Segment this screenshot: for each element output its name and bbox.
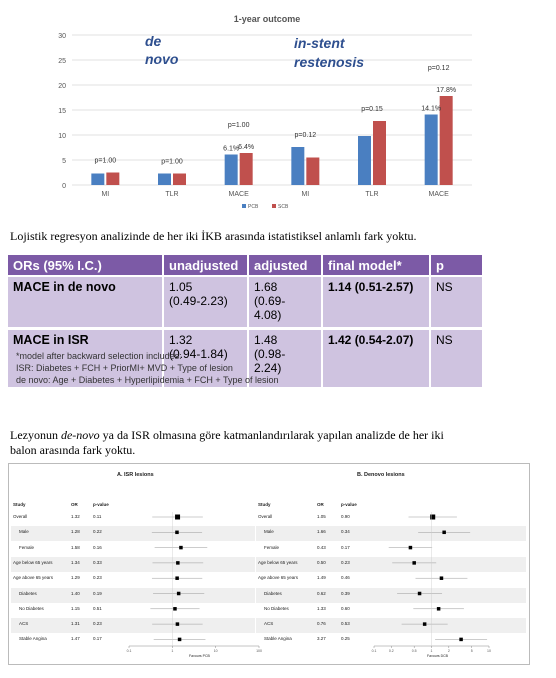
forest-row-study: Male (264, 529, 274, 535)
forest-row-or: 1.58 (71, 544, 80, 550)
forest-row-study: Age below 65 years (258, 559, 298, 565)
bar-pcb (158, 174, 171, 186)
group-label-isr: in-stent (294, 35, 345, 51)
bar-scb (373, 121, 386, 185)
forest-row-p: 0.39 (341, 590, 350, 596)
x-tick-label: MI (101, 191, 110, 198)
group-label-denovo: de (145, 33, 162, 49)
bar-pcb (291, 147, 304, 185)
point-estimate (179, 546, 183, 550)
header-final-model: final model* (323, 255, 429, 275)
cell-final-isr: 1.42 (0.54-2.07) (323, 330, 429, 387)
header-p: p (431, 255, 482, 275)
group-label-isr: restenosis (294, 54, 365, 70)
x-tick-label: MACE (228, 191, 249, 198)
panel-a-col-or: OR (71, 502, 78, 507)
forest-row-p: 0.51 (93, 605, 102, 611)
header-adjusted: adjusted (249, 255, 321, 275)
p-value-label: p=1.00 (161, 158, 183, 166)
forest-row-p: 0.90 (341, 514, 350, 519)
table-footnote-3: de novo: Age + Diabetes + Hyperlipidemia + FCH + Type of lesion (16, 375, 279, 385)
bar-pcb (91, 174, 104, 186)
forest-row-study: Stable Angina (19, 636, 47, 642)
value: 1.32 (169, 333, 193, 347)
forest-row-study: No Diabetes (19, 605, 44, 611)
point-estimate (412, 561, 416, 565)
legend-label: PCB (248, 204, 259, 210)
legend-label: SCB (278, 204, 289, 210)
forest-row-study: ACS (19, 621, 29, 627)
forest-tick-label: 2 (447, 649, 450, 653)
para2-prefix: Lezyonun (10, 428, 61, 442)
p-value-label: p=0.15 (361, 106, 383, 113)
point-estimate (173, 607, 177, 611)
legend-swatch (242, 204, 246, 208)
point-estimate (437, 607, 441, 611)
forest-row-p: 0.23 (341, 559, 350, 565)
forest-row-p: 0.17 (93, 636, 102, 642)
forest-row-study: No Diabetes (264, 605, 289, 611)
cell-p-isr: NS (431, 330, 482, 387)
point-estimate (176, 561, 180, 565)
point-estimate (176, 622, 180, 626)
y-tick-label: 5 (62, 158, 66, 165)
point-estimate (440, 576, 444, 580)
row-label-denovo: MACE in de novo (8, 277, 162, 327)
forest-row-or: 1.15 (71, 605, 80, 611)
forest-row-or: 1.32 (71, 514, 80, 519)
header-unadjusted: unadjusted (164, 255, 247, 275)
table-footnote-1: *model after backward selection includes: (16, 351, 182, 361)
bar-scb (240, 153, 253, 185)
forest-tick-label: 5 (470, 649, 473, 653)
x-tick-label: MACE (428, 191, 449, 198)
forest-row-or: 1.66 (317, 529, 326, 535)
y-tick-label: 25 (58, 58, 66, 65)
forest-row-p: 0.16 (93, 544, 102, 550)
bar-scb (106, 173, 119, 186)
p-value-label: p=1.00 (94, 157, 117, 165)
header-ors: ORs (95% I.C.) (8, 255, 162, 275)
bar-scb (173, 174, 186, 186)
x-tick-label: TLR (365, 191, 379, 198)
cell-unadjusted-denovo (164, 277, 247, 327)
value: 1.05 (169, 280, 193, 294)
p-value-label: p=0.12 (427, 65, 450, 72)
forest-row-p: 0.33 (93, 559, 102, 565)
forest-row-study: Diabetes (19, 590, 37, 596)
panel-b-col-p: p-value (341, 502, 357, 507)
forest-row-or: 1.29 (71, 575, 80, 581)
forest-row-study: Stable Angina (264, 636, 292, 642)
panel-a-col-study: Study (13, 502, 26, 507)
forest-tick-label: 10 (487, 649, 491, 653)
forest-row-or: 1.40 (71, 590, 80, 596)
data-label: 14.1% (421, 105, 442, 113)
forest-row-p: 0.22 (93, 529, 102, 535)
panel-b-axis-label: Favours DCB (427, 654, 449, 658)
ci-part: 4.08) (254, 308, 282, 322)
para2-rest: ya da ISR olmasına göre katmanlandırılarak yapılan analizde de her iki (99, 428, 444, 442)
point-estimate (409, 546, 413, 550)
y-tick-label: 20 (58, 83, 66, 90)
panel-b-col-study: Study (258, 502, 271, 507)
forest-row-or: 0.50 (317, 559, 326, 565)
forest-tick-label: 10 (213, 649, 218, 653)
forest-tick-label: 1 (430, 649, 433, 653)
para2-italic: de-novo (60, 428, 100, 442)
point-estimate (423, 622, 427, 626)
point-estimate (418, 592, 422, 596)
cell-final-denovo: 1.14 (0.51-2.57) (323, 277, 429, 327)
forest-row-or: 1.47 (71, 636, 80, 642)
bar-pcb (358, 136, 371, 185)
panel-b-col-or: OR (317, 502, 324, 507)
forest-row-study: Overall (258, 514, 273, 519)
ci-part: (0.69- (254, 294, 286, 308)
data-label: 6.4% (238, 144, 255, 151)
point-estimate (459, 638, 463, 642)
p-value-label: p=1.00 (227, 122, 250, 129)
forest-tick-label: 0.1 (371, 649, 377, 653)
para2-line2: balon arasında fark yoktu. (10, 443, 136, 457)
forest-row-or: 0.43 (317, 544, 326, 550)
value: 1.68 (254, 280, 278, 294)
forest-row-or: 0.62 (317, 590, 326, 596)
data-label: 17.8% (436, 87, 457, 94)
bar-scb (306, 158, 319, 186)
forest-row-p: 0.19 (93, 590, 102, 596)
forest-row-p: 0.11 (93, 514, 102, 519)
y-tick-label: 10 (58, 133, 66, 140)
panel-a-col-p: p-value (93, 502, 109, 507)
y-tick-label: 30 (58, 33, 66, 40)
bar-pcb (425, 115, 438, 186)
bar-pcb (225, 155, 238, 186)
point-estimate (442, 531, 446, 535)
row-label-isr: MACE in ISR (8, 330, 162, 387)
forest-row-study: ACS (264, 621, 274, 627)
forest-row-p: 0.23 (93, 621, 102, 627)
x-tick-label: MI (301, 191, 310, 198)
cell-adjusted-denovo (249, 277, 321, 327)
ci-part: (0.98- (254, 347, 286, 361)
forest-row-or: 1.49 (317, 575, 326, 581)
data-label: 6.1% (223, 145, 240, 153)
forest-row-or: 1.34 (71, 559, 80, 565)
forest-row-or: 1.05 (317, 514, 326, 519)
forest-row-p: 0.34 (341, 529, 350, 535)
forest-tick-label: 0.5 (411, 649, 417, 653)
forest-row-or: 1.28 (71, 529, 80, 535)
forest-row-study: Age below 65 years (13, 559, 53, 565)
point-estimate (178, 638, 182, 642)
forest-row-p: 0.23 (93, 575, 102, 581)
forest-plot-marks (9, 464, 529, 664)
forest-row-p: 0.53 (341, 621, 350, 627)
ci: (0.49-2.23) (169, 294, 228, 308)
x-tick-label: TLR (165, 191, 179, 198)
point-estimate (175, 515, 180, 520)
group-label-denovo: novo (145, 51, 179, 67)
forest-row-p: 0.17 (341, 544, 350, 550)
forest-row-study: Age above 65 years (13, 575, 54, 581)
paragraph-stratified (10, 428, 550, 458)
forest-row-p: 0.60 (341, 605, 350, 611)
forest-row-study: Male (19, 529, 29, 535)
point-estimate (175, 576, 179, 580)
paragraph-regression: Lojistik regresyon analizinde de her iki İKB arasında istatistiksel anlamlı fark yoktu. (10, 229, 417, 243)
panel-a-title: A. ISR lesions (117, 472, 154, 478)
forest-tick-label: 100 (256, 649, 262, 653)
outcome-bar-chart (42, 10, 482, 220)
forest-row-p: 0.25 (341, 636, 350, 642)
forest-row-study: Female (19, 544, 35, 550)
legend-swatch (272, 204, 276, 208)
panel-b-title: B. Denovo lesions (357, 472, 405, 478)
forest-row-study: Overall (13, 514, 28, 519)
forest-tick-label: 1 (171, 649, 174, 653)
forest-row-study: Age above 65 years (258, 575, 299, 581)
y-tick-label: 0 (62, 183, 66, 190)
forest-row-or: 0.76 (317, 621, 326, 627)
point-estimate (177, 592, 181, 596)
panel-a-axis-label: Favours PCB (189, 654, 210, 658)
table-footnote-2: ISR: Diabetes + FCH + PriorMI+ MVD + Type of lesion (16, 363, 233, 373)
chart-title: 1-year outcome (233, 14, 301, 24)
y-tick-label: 15 (58, 108, 66, 115)
forest-row-p: 0.46 (341, 575, 350, 581)
forest-row-or: 3.27 (317, 636, 326, 642)
ci: (0.94-1.84) (169, 347, 228, 361)
forest-row-or: 1.31 (71, 621, 80, 627)
forest-row-or: 1.33 (317, 605, 326, 611)
forest-plot-figure (8, 463, 530, 665)
forest-tick-label: 0.2 (388, 649, 394, 653)
forest-row-study: Female (264, 544, 280, 550)
ci-part: 2.24) (254, 361, 282, 375)
cell-p-denovo: NS (431, 277, 482, 327)
point-estimate (430, 515, 435, 520)
value: 1.48 (254, 333, 278, 347)
point-estimate (175, 531, 179, 535)
p-value-label: p=0.12 (294, 132, 317, 139)
forest-row-study: Diabetes (264, 590, 282, 596)
bar-scb (440, 96, 453, 185)
forest-tick-label: 0.1 (126, 649, 132, 653)
